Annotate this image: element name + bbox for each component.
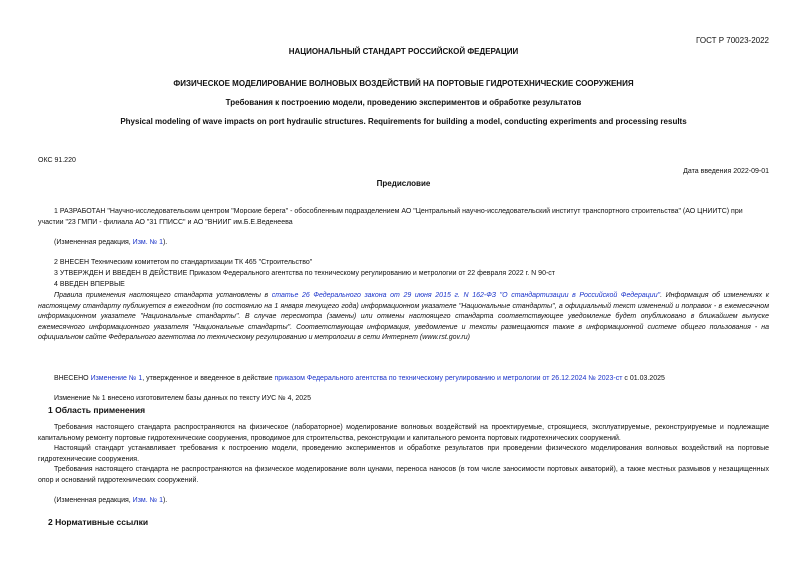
amendment-source-note: Изменение № 1 внесено изготовителем базы данных по тексту ИУС № 4, 2025 [54,395,311,402]
foreword-item-2: 2 ВНЕСЕН Техническим комитетом по стандартизации ТК 465 "Строительство" [54,259,313,266]
section-1-amendment-link[interactable]: Изм. № 1 [132,497,163,504]
foreword-item-1: 1 РАЗРАБОТАН "Научно-исследовательским центром "Морские берега" - обособленным подразделением АО "Центральный научно-исследовательский институт транспортного строительства" (АО ЦНИИТС) при [54,208,743,215]
application-rules-paragraph: Правила применения настоящего стандарта установлены в статье 26 Федерального закона от 29 июня 2015 г. N 162-ФЗ "О стандартизации в Российской Федерации". Информация об изменениях к настоящему стандарту публикуется в ежегодном (по состоянию на 1 января текущего года) информационном указателе "Национальные стандарты", а официальный текст изменений и поправок - в ежемесячном информационном указателе "Национальные стандарты". В случае пересмотра (замены) или отмены настоящего стандарта соответствующее уведомление будет опубликовано в ближайшем выпуске ежемесячного информационного указателя "Национальные стандарты". Соответствующая информация, уведомление и тексты размещаются также в информационной системе общего пользования - на официальном сайте Федерального агентства по техническому регулированию и метрологии в сети Интернет (www.rst.gov.ru) [38,292,769,341]
amendment-entry: ВНЕСЕНО Изменение № 1, утвержденное и введенное в действие приказом Федерального агентства по техническому регулированию и метрологии от 26.12.2024 № 2023-ст с 01.03.2025 [54,375,665,382]
federal-law-link[interactable]: статье 26 Федерального закона от 29 июня 2015 г. N 162-ФЗ "О стандартизации в Российской Федерации" [271,292,661,299]
section-1-paragraph-3: Требования настоящего стандарта не распространяются на физическое моделирование волн цунами, переноса наносов (в том числе заносимости портовых акваторий), а также местных размывов у незащищенных опор и оснований гидротехнических сооружений. [38,466,769,484]
english-title: Physical modeling of wave impacts on port hydraulic structures. Requirements for building a model, conducting experiments and processing results [120,117,687,126]
main-title: ФИЗИЧЕСКОЕ МОДЕЛИРОВАНИЕ ВОЛНОВЫХ ВОЗДЕЙСТВИЙ НА ПОРТОВЫЕ ГИДРОТЕХНИЧЕСКИЕ СООРУЖЕНИЯ [173,79,634,88]
introduction-date: Дата введения 2022-09-01 [683,168,769,175]
section-1-edit-note: (Измененная редакция, Изм. № 1). [54,497,168,504]
foreword-item-3: 3 УТВЕРЖДЕН И ВВЕДЕН В ДЕЙСТВИЕ Приказом Федерального агентства по техническому регулированию и метрологии от 22 февраля 2022 г. N 90-ст [54,270,556,277]
amendment-1-entry-link[interactable]: Изменение № 1 [90,375,143,382]
foreword-item-1-continued: участии "23 ГМПИ - филиала АО "31 ГПИСС" и АО "ВНИИГ им.Б.Е.Веденеева [38,219,293,226]
foreword-item-4: 4 ВВЕДЕН ВПЕРВЫЕ [54,281,125,288]
section-1-heading: 1 Область применения [48,405,146,415]
section-1-paragraph-2: Настоящий стандарт устанавливает требования к построению модели, проведению экспериментов и обработке результатов при проведении физического моделирования волновых воздействий на портовые гидротехнические сооружения. [38,445,769,463]
subtitle: Требования к построению модели, проведению экспериментов и обработке результатов [225,98,582,107]
national-standard-title: НАЦИОНАЛЬНЫЙ СТАНДАРТ РОССИЙСКОЙ ФЕДЕРАЦИИ [288,47,519,56]
foreword-edit-note: (Измененная редакция, Изм. № 1). [54,239,168,246]
oks-code: ОКС 91.220 [38,157,76,164]
document-code: ГОСТ Р 70023-2022 [696,36,769,45]
section-2-heading: 2 Нормативные ссылки [48,517,149,527]
amendment-1-link[interactable]: Изм. № 1 [132,239,163,246]
foreword-heading: Предисловие [376,179,431,188]
order-link[interactable]: приказом Федерального агентства по техническому регулированию и метрологии от 26.12.2024 № 2023-ст [274,375,623,382]
section-1-paragraph-1: Требования настоящего стандарта распространяются на физическое (лабораторное) моделирование волновых воздействий на проектируемые, строящиеся, эксплуатируемые, реконструируемые и подлежащие капитальному ремонту портовые гидротехнические сооружения, проводимое для строительства, реконструкции и капитального ремонта портовых гидротехнических сооружений. [38,424,769,442]
